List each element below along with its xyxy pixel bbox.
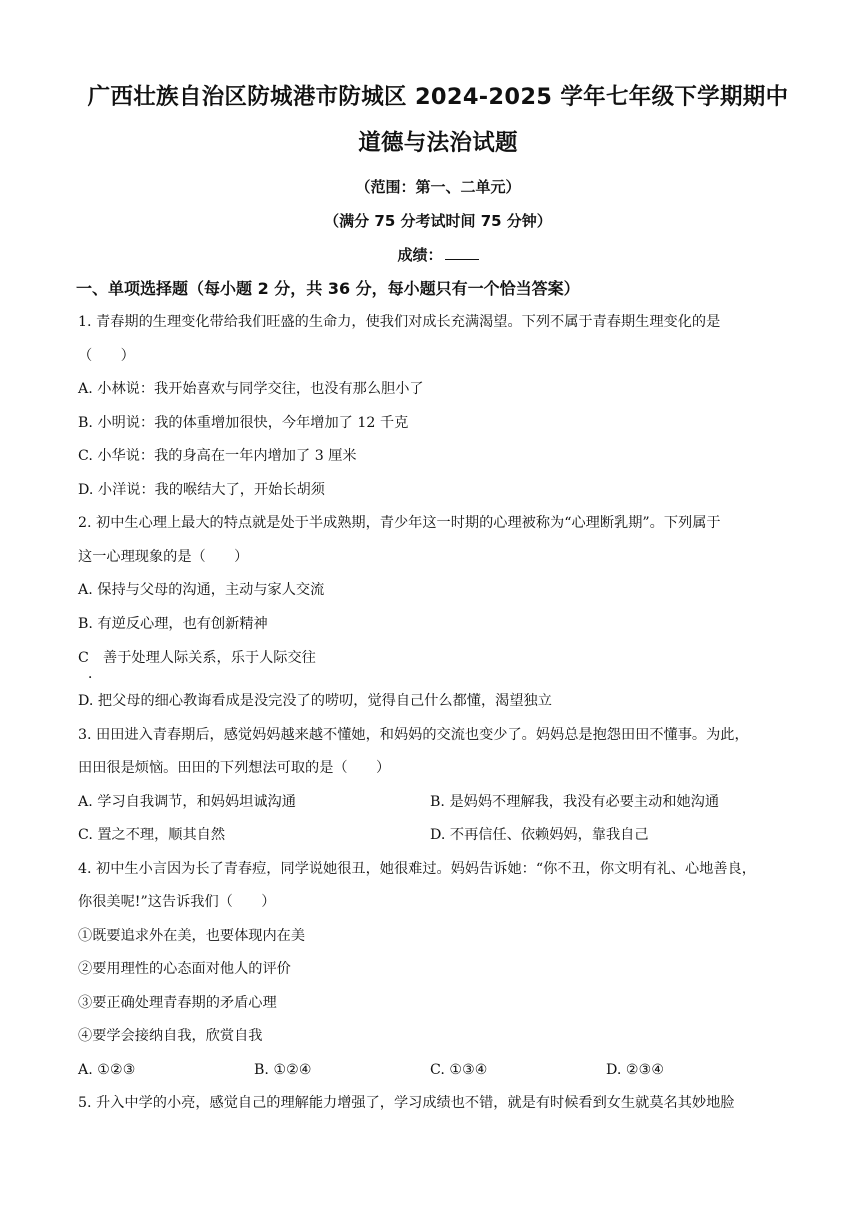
- question-3-option-a: A. 学习自我调节，和妈妈坦诚沟通: [78, 793, 296, 810]
- question-4-option-d: D. ②③④: [606, 1061, 665, 1078]
- question-2: [78, 507, 798, 719]
- score-label: 成绩：: [397, 246, 443, 264]
- exam-range: （范围：第一、二单元）: [355, 178, 521, 196]
- question-3-option-c: C. 置之不理，顺其自然: [78, 827, 226, 843]
- question-4-statement-1: ①既要追求外在美，也要体现内在美: [78, 927, 306, 944]
- question-1: [78, 306, 798, 507]
- exam-title: [78, 74, 798, 166]
- score-row: [78, 238, 798, 272]
- question-2-option-c-dot: ．: [88, 666, 102, 682]
- question-4-stem-line-2: 你很美呢!”这告诉我们（ ）: [78, 894, 276, 910]
- question-5-stem-line-1: 5. 升入中学的小亮，感觉自己的理解能力增强了，学习成绩也不错，就是有时候看到女生就莫名其妙地脸: [78, 1095, 735, 1111]
- question-1-option-a: A. 小林说：我开始喜欢与同学交往，也没有那么胆小了: [78, 381, 424, 397]
- exam-time: （满分 75 分考试时间 75 分钟）: [324, 212, 552, 230]
- question-2-option-c: C 善于处理人际关系，乐于人际交往: [78, 650, 316, 666]
- question-4-statement-3: ③要正确处理青春期的矛盾心理: [78, 994, 277, 1011]
- question-4-options-row: [78, 1054, 798, 1088]
- question-3-stem-line-2: 田田很是烦恼。田田的下列想法可取的是（ ）: [78, 760, 391, 776]
- question-1-option-b: B. 小明说：我的体重增加很快，今年增加了 12 千克: [78, 414, 409, 431]
- title-line-1: 广西壮族自治区防城港市防城区 2024-2025 学年七年级下学期期中: [87, 84, 789, 110]
- question-3-options-row-2: [78, 819, 798, 853]
- question-2-option-a: A. 保持与父母的沟通，主动与家人交流: [78, 582, 325, 598]
- question-3-option-b: B. 是妈妈不理解我，我没有必要主动和她沟通: [430, 793, 720, 810]
- question-1-option-d: D. 小洋说：我的喉结大了，开始长胡须: [78, 481, 325, 498]
- question-5: [78, 1087, 798, 1121]
- section-1-title: 一、单项选择题（每小题 2 分，共 36 分，每小题只有一个恰当答案）: [76, 279, 580, 298]
- question-4-stem-line-1: 4. 初中生小言因为长了青春痘，同学说她很丑，她很难过。妈妈告诉她：“你不丑，你文明有礼、心地善良，: [78, 860, 756, 877]
- question-1-stem-line-1: 1. 青春期的生理变化带给我们旺盛的生命力，使我们对成长充满渴望。下列不属于青春期生理变化的是: [78, 314, 721, 330]
- question-4-option-a: A. ①②③: [78, 1061, 136, 1078]
- question-2-option-c-row: [78, 641, 798, 685]
- question-4-statement-4: ④要学会接纳自我，欣赏自我: [78, 1028, 263, 1044]
- question-2-option-d: D. 把父母的细心教诲看成是没完没了的唠叨，觉得自己什么都懂，渴望独立: [78, 693, 552, 709]
- question-2-option-b: B. 有逆反心理，也有创新精神: [78, 615, 268, 632]
- question-2-stem-line-2: 这一心理现象的是（ ）: [78, 548, 249, 565]
- question-4-statement-2: ②要用理性的心态面对他人的评价: [78, 961, 291, 977]
- question-4: [78, 853, 798, 1088]
- title-line-2: 道德与法治试题: [358, 130, 518, 156]
- question-3-stem-line-1: 3. 田田进入青春期后，感觉妈妈越来越不懂她，和妈妈的交流也变少了。妈妈总是抱怨田田不懂事。为此，: [78, 726, 749, 743]
- score-blank: [445, 245, 479, 260]
- question-4-option-b: B. ①②④: [254, 1061, 312, 1078]
- question-4-option-c: C. ①③④: [430, 1061, 488, 1078]
- question-1-stem-line-2: （ ）: [78, 347, 135, 364]
- question-3-options-row-1: [78, 786, 798, 820]
- question-1-option-c: C. 小华说：我的身高在一年内增加了 3 厘米: [78, 448, 357, 464]
- question-2-stem-line-1: 2. 初中生心理上最大的特点就是处于半成熟期，青少年这一时期的心理被称为“心理断乳期”。下列属于: [78, 515, 721, 531]
- question-3: [78, 719, 798, 853]
- question-3-option-d: D. 不再信任、依赖妈妈，靠我自己: [430, 827, 649, 843]
